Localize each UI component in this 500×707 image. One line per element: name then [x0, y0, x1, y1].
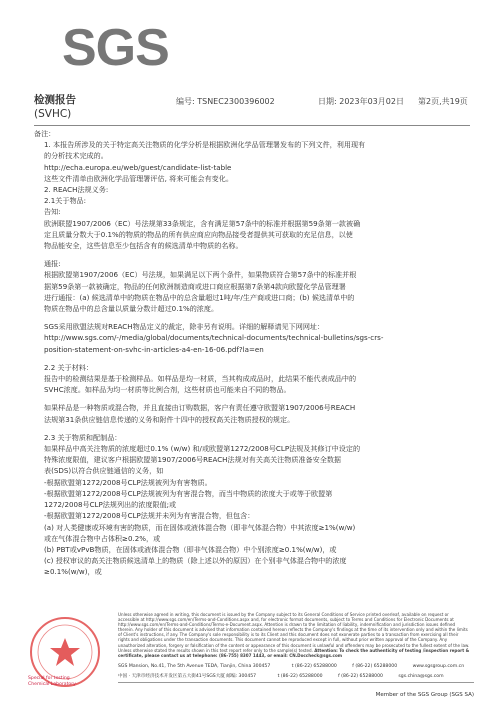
body-line: 如果样品是一种物质或混合物，并且直接由订购数据，客户有责任遵守欧盟第1907/2006号REACH: [44, 403, 356, 413]
paragraph-gap: [44, 355, 474, 362]
body-line: 表(SDS)以符合供应链通信的义务，如: [44, 466, 164, 476]
body-line: ≥0.1%(w/w)，或: [44, 567, 102, 577]
body-line: -根据欧盟第1272/2008号CLP法规并未列为有害混合物，但包含：: [44, 511, 255, 521]
member-note: Member of the SGS Group (SGS SA): [375, 692, 474, 698]
body-line: 定且质量分数大于0.1%的物质的物品的所有供应商应向物品接受者提供其可获取的充足信息，以使: [44, 229, 353, 239]
body-line: 法规第31条供应链信息传递的义务和附件十四中的授权高关注物质授权的规定。: [44, 414, 295, 424]
body-line: 根据欧盟第1907/2006（EC）号法规，如果满足以下两个条件，如果物质符合第57条中的标准并根: [44, 270, 357, 280]
body-line: (c) 授权审议的高关注物质候选清单上的物质（除上述以外的原因）在个别非气体混合物中的浓度: [44, 556, 347, 566]
body-line: 告知:: [44, 207, 61, 217]
body-line: 物质在物品中的总含量以质量分数计超过0.1%的浓度。: [44, 304, 219, 314]
footer-disclaimer: Unless otherwise agreed in writing, this document is issued by the Company subject to its General Conditions of Service printed overleaf, available on request or accessible at http://www.sgs.com/en/Terms-and-Conditions.aspx and, for electronic format documents, subject to Terms and Conditions for Electronic Documents at http://www.sgs.com/en/Terms-and-Conditions/Terms-e-Document.aspx. Attention is drawn to the limitation of liability, indemnification and jurisdiction issues defined therein. Any holder of this document is advised that information contained hereon reflects the Company's findings at the time of its intervention only and within the limits of Client's instructions, if any. The Company's sole responsibility is to its Client and this document does not exonerate parties to a transaction from exercising all their rights and obligations under the transaction documents. This document cannot be reproduced except in full, without prior written approval of the Company. Any unauthorized alteration, forgery or falsification of the content or appearance of this document is unlawful and offenders may be prosecuted to the fullest extent of the law. Unless otherwise stated the results shown in this test report refer only to the sample(s) tested. Attention: To check the authenticity of testing /inspection report & certificate, please contact us at telephone: (86-755) 8307 1443, or email: CN.Doccheck@sgs.com: [118, 612, 470, 658]
body-line: 1272/2008号CLP法规列出的浓度限值;或: [44, 500, 177, 510]
body-line: -根据欧盟第1272/2008号CLP法规被列为有害物质。: [44, 477, 212, 487]
body-line: 特殊浓度限值，建议客户根据欧盟第1907/2006号REACH法规对有关高关注物质准备安全数据: [44, 455, 342, 465]
body-line: -根据欧盟第1272/2008号CLP法规被列为有害混合物，而当中物质的浓度大于或等于欧盟第: [44, 488, 333, 498]
body-line: (b) PBT或vPvB物质，在固体或液体混合物（即非气体混合物）中个别浓度≥0.1%(w/w)，或: [44, 544, 337, 554]
body-line: 物品能安全，这些信息至少包括含有的候选清单中物质的名称。: [44, 241, 243, 251]
address-row-cn: 中国 · 天津市经济技术开发区第五大街41号SGS大厦 邮编: 300457 t (86-22) 65288000 f (86-22) 65288000 sgs.china@sgs.com: [118, 674, 444, 679]
notes-label: 备注：: [34, 129, 56, 138]
report-title: 检测报告: [34, 94, 76, 106]
paragraph-gap: [44, 314, 474, 321]
body-line: 2.2 关于材料：: [44, 362, 94, 372]
address-row-en: SGS Mansion, No.41, The 5th Avenue TEDA, Tianjin, China 300457 t (86-22) 65288000 f (86-22) 65288000 www.sgsgroup.com.cn: [118, 664, 465, 669]
company-seal-icon: [20, 612, 110, 702]
authenticity-notice: Attention: To check the authenticity of testing /inspection report & certificate, please contact us at telephone: (86-755) 8307 1443, or email: CN.Doccheck@sgs.com: [118, 647, 470, 658]
body-line: 进行通报：(a) 候选清单中的物质在物品中的总含量超过1吨/年/生产商或进口商；(b) 候选清单中的: [44, 292, 355, 302]
body-line: 据第59条第一款被确定，物品的任何欧洲制造商或进口商应根据第7条第4款向欧盟化学品管理署: [44, 281, 346, 291]
body-line: 2.1关于物品:: [44, 196, 87, 206]
paragraph-gap: [44, 425, 474, 432]
header-divider: [34, 125, 470, 126]
paragraph-gap: [44, 395, 474, 402]
report-number: 编号: TSNEC2300396002: [176, 97, 275, 106]
page-number: 第2页,共19页: [418, 97, 468, 106]
report-date: 日期: 2023年03月02日: [318, 97, 404, 106]
body-line: 这些文件清单由欧洲化学品管理署评估, 将来可能会有变化。: [44, 173, 233, 183]
body-line: 通报:: [44, 259, 61, 269]
body-line: SVHC浓度。如样品为均一材质等比例合剂，这些材质也可能来自不同的物品。: [44, 385, 291, 395]
body-line: 报告中的检测结果是基于检测样品。如样品是均一材质，当其构成成品时，此结果不能代表成品中的: [44, 374, 357, 384]
document-body: [34, 128, 474, 578]
body-line: 2. REACH法规义务:: [44, 185, 109, 195]
body-lines: [34, 139, 474, 577]
paragraph-gap: [44, 251, 474, 258]
body-line: 如果样品中高关注物质的浓度超过0.1% (w/w) 和/或欧盟第1272/2008号CLP法规及其修订中设定的: [44, 444, 361, 454]
seal-caption: Special for testing Chemical Laboratory: [28, 676, 76, 687]
body-line: 欧洲联盟1907/2006（EC）号法规第33条规定，含有满足第57条中的标准并根据第59条第一款被确: [44, 218, 361, 228]
body-line: 2.3 关于物质和配制品：: [44, 432, 122, 442]
body-line: 或在气体混合物中占体积≥0.2%，或: [44, 533, 161, 543]
body-line: http://www.sgs.com/-/media/global/documents/technical-documents/technical-bulletins/sgs-crs-: [44, 333, 384, 343]
body-line: 的分析技术完成的。: [44, 151, 108, 161]
body-line: 1. 本报告所涉及的关于特定高关注物质的化学分析是根据欧洲化学品管理署发布的下列文件，利用现有: [44, 140, 366, 150]
body-line: position-statement-on-svhc-in-articles-a4-en-16-06.pdf?la=en: [44, 344, 264, 354]
footer-divider: [118, 682, 474, 683]
sgs-logo: SGS: [62, 19, 169, 77]
report-subtitle: (SVHC): [34, 108, 72, 120]
body-line: http://echa.europa.eu/web/guest/candidate-list-table: [44, 162, 232, 172]
body-line: SGS采用欧盟法规对REACH物品定义的裁定，除非另有说明。详细的解释请见下网网址：: [44, 322, 325, 332]
body-line: (a) 对人类健康或环境有害的物质，而在固体或液体混合物（即非气体混合物）中其浓度≥1%(w/w): [44, 522, 356, 532]
